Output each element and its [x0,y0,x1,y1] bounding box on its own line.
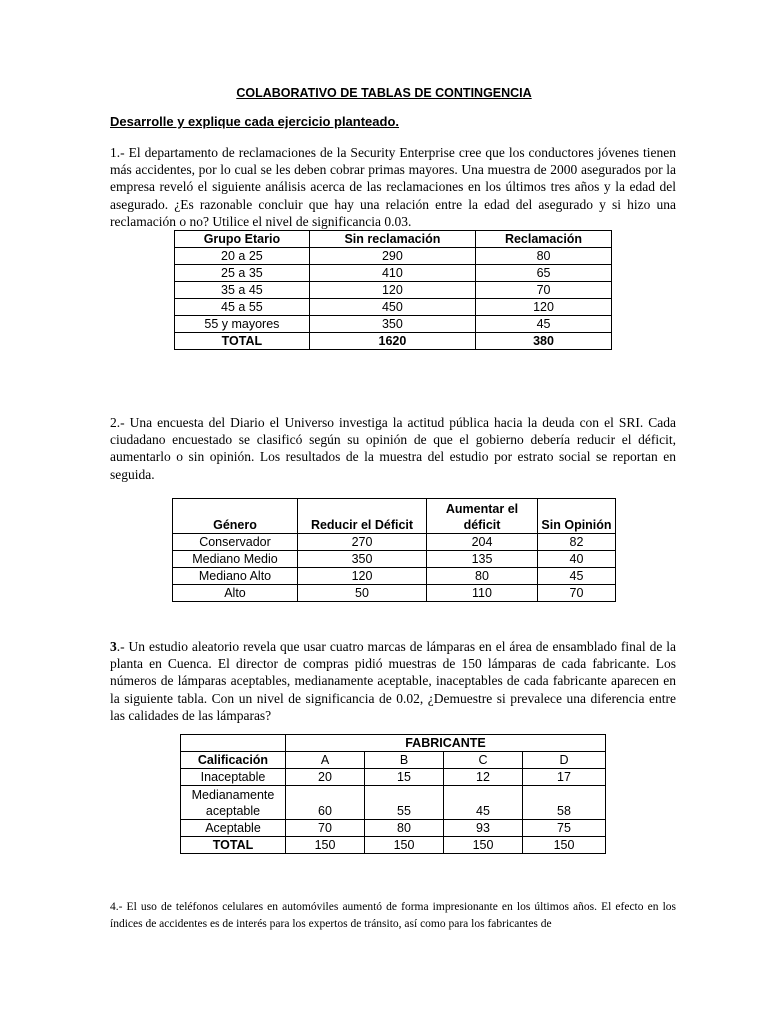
exercise-4-text: 4.- El uso de teléfonos celulares en automóviles aumentó de forma impresionante en los últimos años. El efecto en los índices de accidentes es de interés para los expertos de tránsito, así como para los fabricantes de [110,901,676,930]
exercise-1-text: 1.- El departamento de reclamaciones de la Security Enterprise cree que los conductores jóvenes tienen más accidentes, por lo cual se les deben cobrar primas mayores. Una muestra de 2000 asegurados por la empresa reveló el siguiente análisis acerca de las reclamaciones en los últimos tres años y la edad del asegurado. ¿Es razonable concluir que hay una relación entre la edad del asegurado y si hizo una reclamación o no? Utilice el nivel de significancia 0.03. [110,145,676,229]
table-cell: TOTAL [175,333,310,350]
table-row [175,282,612,299]
table-header-cell: B [365,752,444,769]
table-cell: 150 [286,837,365,854]
table-cell: 204 [427,534,538,551]
table-cell: 82 [538,534,616,551]
table-cell: 70 [476,282,612,299]
table-cell: 40 [538,551,616,568]
table-cell: 270 [298,534,427,551]
table-cell: 55 [365,786,444,820]
table-cell: Mediano Alto [173,568,298,585]
table-cell: 150 [365,837,444,854]
table-cell: 45 [476,316,612,333]
exercise-3-text [110,638,676,724]
table-cell: 120 [309,282,475,299]
table-cell: 35 a 45 [175,282,310,299]
exercise-3-body: .- Un estudio aleatorio revela que usar cuatro marcas de lámparas en el área de ensamblado final de la planta en Cuenca. El director de compras pidió muestras de 150 lámparas de cada fabricante. Los números de lámparas aceptables, medianamente aceptable, inaceptables de cada fabricante aparecen en la siguiente tabla. Con un nivel de significancia de 0.02, ¿Demuestre si prevalece una diferencia entre las calidades de las lámparas? [110,639,676,723]
table-cell: 80 [427,568,538,585]
table-cell: Inaceptable [181,769,286,786]
lamp-quality-table [180,734,606,854]
table-cell: 80 [476,248,612,265]
table-cell: 350 [309,316,475,333]
table-row [173,551,616,568]
table-row [175,316,612,333]
table-cell: 45 a 55 [175,299,310,316]
table-total-row [175,333,612,350]
document-title: COLABORATIVO DE TABLAS DE CONTINGENCIA [236,86,532,100]
table-cell: 120 [298,568,427,585]
table-row [175,299,612,316]
table-cell: 380 [476,333,612,350]
table-header-row [181,752,606,769]
table-cell: Alto [173,585,298,602]
table-cell: 12 [444,769,523,786]
table-cell: 410 [309,265,475,282]
table-cell: 58 [523,786,606,820]
table-cell: Aceptable [181,820,286,837]
table-cell: 1620 [309,333,475,350]
table-row [175,248,612,265]
document-subtitle: Desarrolle y explique cada ejercicio planteado. [110,114,400,129]
table-row [173,568,616,585]
table-cell: 70 [286,820,365,837]
table-row [181,820,606,837]
table-cell: 55 y mayores [175,316,310,333]
table-cell: 70 [538,585,616,602]
table-cell: 45 [538,568,616,585]
table-header-cell: Grupo Etario [175,231,310,248]
table-cell: 20 a 25 [175,248,310,265]
table-cell: 50 [298,585,427,602]
exercise-3-number: 3 [110,639,117,654]
table-cell: 65 [476,265,612,282]
exercise-2-text: 2.- Una encuesta del Diario el Universo investiga la actitud pública hacia la deuda con el SRI. Cada ciudadano encuestado se clasificó según su opinión de que el gobierno debería reducir el déficit, aumentarlo o sin opinión. Los resultados de la muestra del estudio por estrato social se reportan en seguida. [110,415,676,482]
table-cell: 45 [444,786,523,820]
table-header-cell: Aumentar el déficit [427,499,538,534]
table-cell: TOTAL [181,837,286,854]
table-cell: 450 [309,299,475,316]
table-header-cell: C [444,752,523,769]
table-group-header: FABRICANTE [286,735,606,752]
table-cell: 20 [286,769,365,786]
table-header-cell: Reclamación [476,231,612,248]
table-cell: Mediano Medio [173,551,298,568]
table-header-row [175,231,612,248]
table-cell: 93 [444,820,523,837]
table-header-cell: Sin reclamación [309,231,475,248]
table-row [175,265,612,282]
table-header-cell: Calificación [181,752,286,769]
table-cell: Conservador [173,534,298,551]
table-row [173,534,616,551]
table-cell: 290 [309,248,475,265]
table-header-row [173,499,616,534]
table-cell-empty [181,735,286,752]
table-row [173,585,616,602]
table-row [181,769,606,786]
table-cell: 17 [523,769,606,786]
table-cell: 120 [476,299,612,316]
table-cell: 135 [427,551,538,568]
table-header-cell: Reducir el Déficit [298,499,427,534]
table-cell: 150 [444,837,523,854]
table-cell: 75 [523,820,606,837]
table-cell: 110 [427,585,538,602]
table-header-cell: A [286,752,365,769]
table-group-header-row [181,735,606,752]
table-cell: 25 a 35 [175,265,310,282]
table-cell: Medianamente aceptable [181,786,286,820]
table-header-cell: D [523,752,606,769]
table-header-cell: Sin Opinión [538,499,616,534]
table-cell: 60 [286,786,365,820]
table-row [181,786,606,820]
claims-by-age-table [174,230,612,350]
opinion-by-stratum-table [172,498,616,602]
table-total-row [181,837,606,854]
table-cell: 350 [298,551,427,568]
table-cell: 80 [365,820,444,837]
table-header-cell: Género [173,499,298,534]
table-cell: 150 [523,837,606,854]
table-cell: 15 [365,769,444,786]
